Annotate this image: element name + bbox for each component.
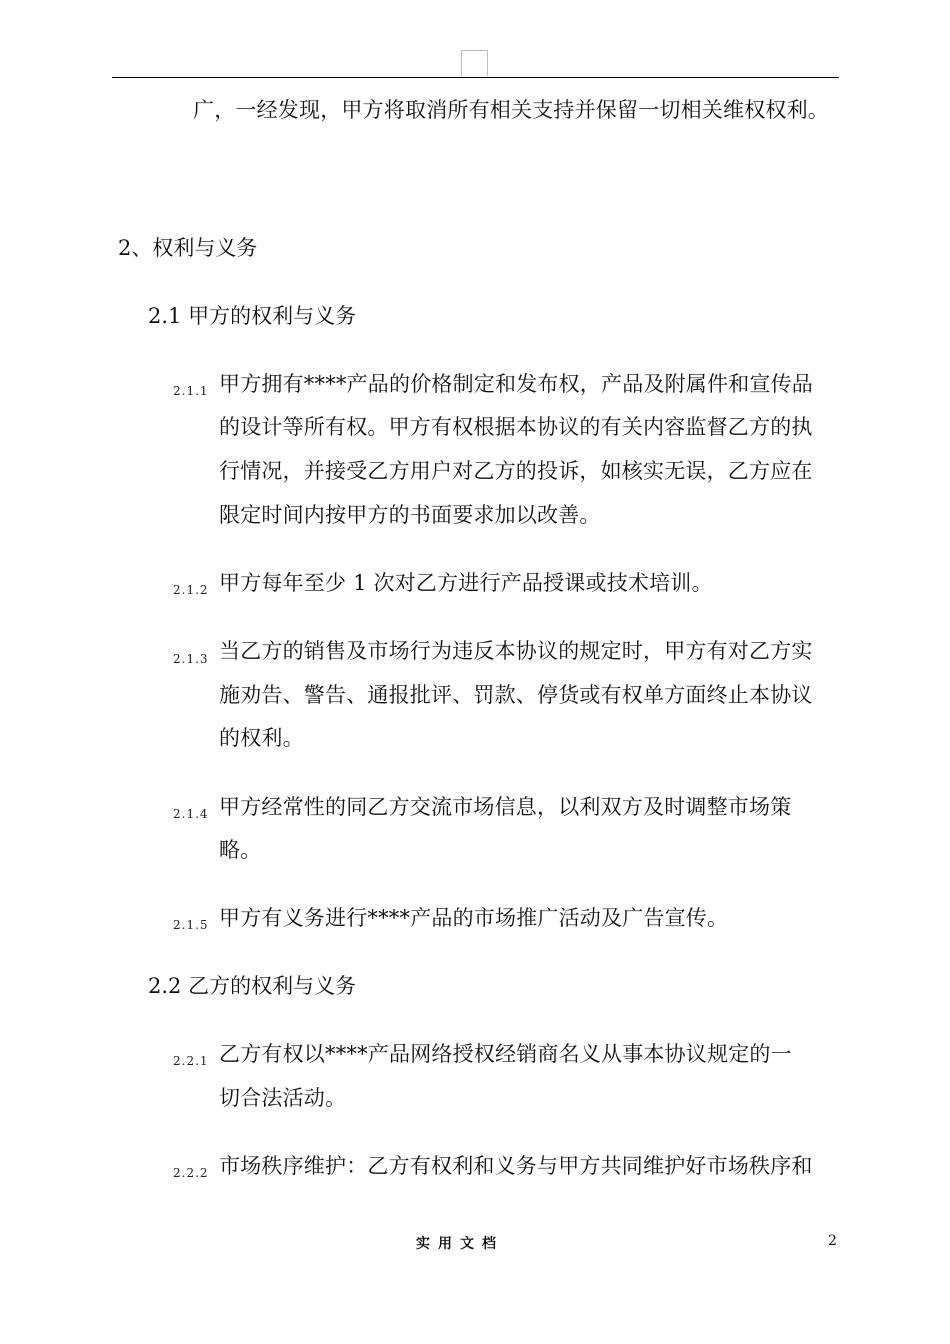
item-2-1-3-line: 的权利。: [219, 726, 304, 750]
item-number-2-2-2: 2.2.2: [173, 1166, 209, 1180]
item-2-1-1-line: 限定时间内按甲方的书面要求加以改善。: [219, 503, 601, 527]
item-2-1-1-line: 的设计等所有权。甲方有权根据本协议的有关内容监督乙方的执: [219, 415, 813, 439]
item-number-2-1-2: 2.1.2: [173, 583, 209, 597]
header-rule: [112, 77, 839, 78]
item-number-2-2-1: 2.2.1: [173, 1054, 209, 1068]
item-2-1-3-line: 当乙方的销售及市场行为违反本协议的规定时，甲方有对乙方实: [219, 639, 813, 663]
item-2-1-4-line: 略。: [219, 838, 262, 862]
continued-paragraph-line: 广，一经发现，甲方将取消所有相关支持并保留一切相关维权权利。: [193, 98, 829, 122]
subsection-heading-2-1: 2.1 甲方的权利与义务: [148, 304, 357, 328]
header-marker: [461, 50, 488, 76]
item-number-2-1-5: 2.1.5: [173, 918, 209, 932]
item-2-1-4-line: 甲方经常性的同乙方交流市场信息，以利双方及时调整市场策: [219, 795, 792, 819]
section-heading: 2、权利与义务: [118, 236, 258, 260]
item-2-2-1-line: 乙方有权以****产品网络授权经销商名义从事本协议规定的一: [219, 1042, 792, 1066]
footer-label: 实用文档: [416, 1236, 504, 1252]
item-number-2-1-3: 2.1.3: [173, 652, 209, 666]
item-2-1-1-line: 行情况，并接受乙方用户对乙方的投诉，如核实无误，乙方应在: [219, 459, 813, 483]
item-2-1-1-line: 甲方拥有****产品的价格制定和发布权，产品及附属件和宣传品: [219, 372, 813, 396]
item-2-2-1-line: 切合法活动。: [219, 1086, 347, 1110]
page-number: 2: [828, 1233, 837, 1249]
item-2-1-5-line: 甲方有义务进行****产品的市场推广活动及广告宣传。: [219, 906, 729, 930]
item-2-2-2-line: 市场秩序维护：乙方有权利和义务与甲方共同维护好市场秩序和: [219, 1154, 813, 1178]
subsection-heading-2-2: 2.2 乙方的权利与义务: [148, 974, 357, 998]
item-2-1-3-line: 施劝告、警告、通报批评、罚款、停货或有权单方面终止本协议: [219, 683, 813, 707]
item-number-2-1-1: 2.1.1: [173, 384, 209, 398]
item-number-2-1-4: 2.1.4: [173, 807, 209, 821]
item-2-1-2-line: 甲方每年至少 1 次对乙方进行产品授课或技术培训。: [219, 571, 713, 595]
